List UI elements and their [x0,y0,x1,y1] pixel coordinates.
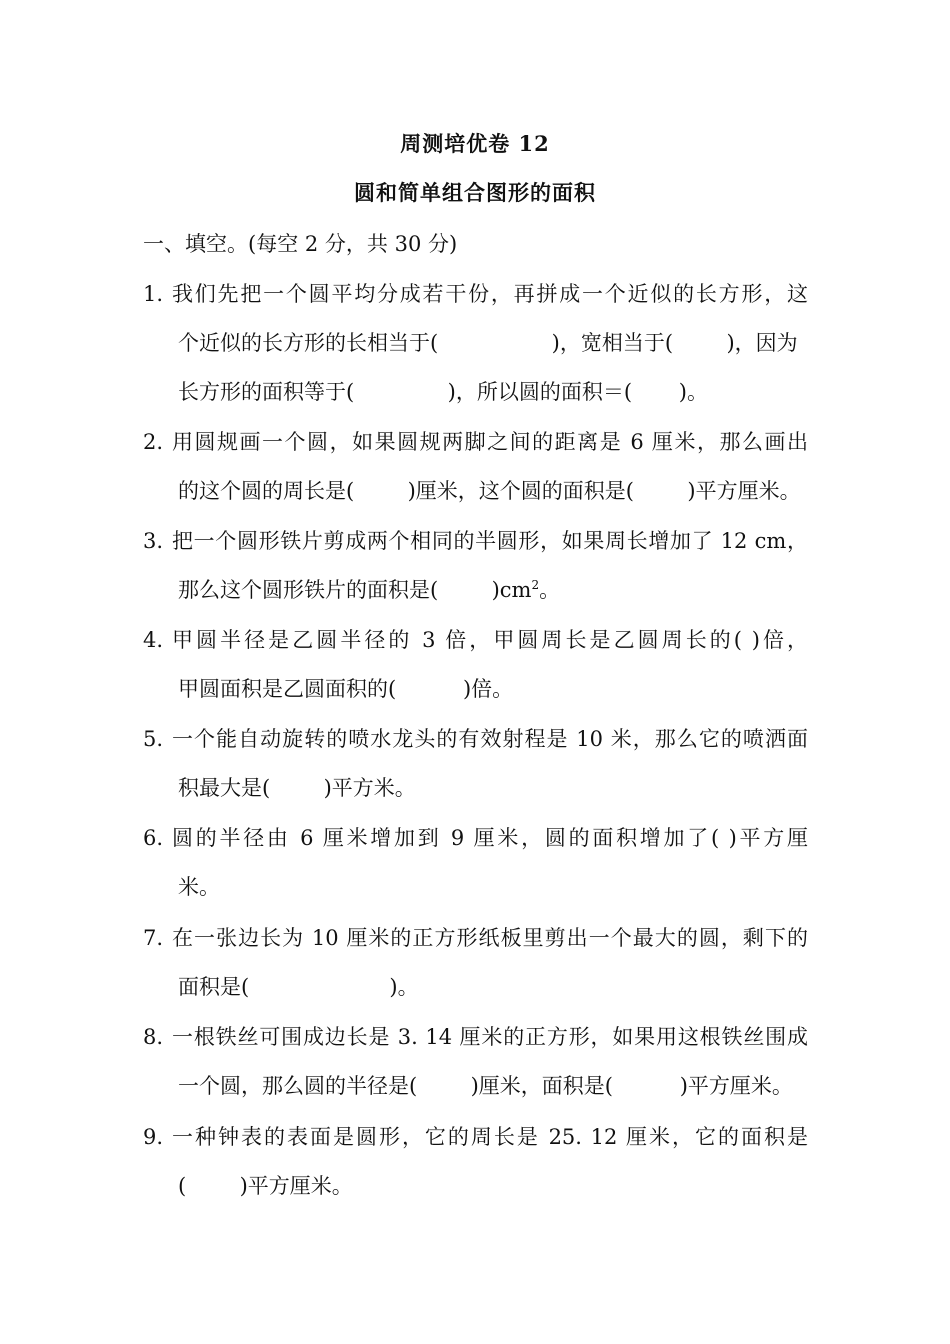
question-7-line-2: 面积是( )。 [178,975,419,999]
question-4-line-2: 甲圆面积是乙圆面积的( )倍。 [178,677,514,701]
question-number: 8. [143,1025,164,1049]
question-2-line-2: 的这个圆的周长是( )厘米，这个圆的面积是( )平方厘米。 [178,479,801,503]
section-heading: 一、填空。(每空 2 分，共 30 分) [143,232,458,256]
question-3-line-2-text: 那么这个圆形铁片的面积是( )cm [178,578,532,602]
question-6-line-1: 圆的半径由 6 厘米增加到 9 厘米，圆的面积增加了( )平方厘 [172,826,808,850]
question-5-line-2: 积最大是( )平方米。 [178,776,416,800]
question-3-line-2 [178,576,560,604]
question-number: 4. [143,628,164,652]
question-3-line-2-tail: 。 [539,578,561,602]
question-number: 9. [143,1125,164,1149]
question-number: 2. [143,430,164,454]
question-number: 7. [143,926,164,950]
question-9-line-2: ( )平方厘米。 [178,1174,353,1198]
superscript-2: 2 [531,578,540,592]
question-8-line-2: 一个圆，那么圆的半径是( )厘米，面积是( )平方厘米。 [178,1074,793,1098]
question-3-line-1: 把一个圆形铁片剪成两个相同的半圆形，如果周长增加了 12 cm， [172,529,808,553]
question-2-line-1: 用圆规画一个圆，如果圆规两脚之间的距离是 6 厘米，那么画出 [172,430,808,454]
page-title: 周测培优卷 12 [400,131,550,156]
question-number: 5. [143,727,164,751]
question-7-line-1: 在一张边长为 10 厘米的正方形纸板里剪出一个最大的圆，剩下的 [172,926,808,950]
question-4-line-1: 甲圆半径是乙圆半径的 3 倍，甲圆周长是乙圆周长的( )倍， [172,628,808,652]
question-1-line-3: 长方形的面积等于( )，所以圆的面积＝( )。 [178,380,708,404]
question-1-line-1: 我们先把一个圆平均分成若干份，再拼成一个近似的长方形，这 [172,282,808,306]
question-5-line-1: 一个能自动旋转的喷水龙头的有效射程是 10 米，那么它的喷洒面 [172,727,808,751]
question-1-line-2: 个近似的长方形的长相当于( )，宽相当于( )，因为 [178,331,798,355]
question-8-line-1: 一根铁丝可围成边长是 3. 14 厘米的正方形，如果用这根铁丝围成 [172,1025,808,1049]
question-9-line-1: 一种钟表的表面是圆形，它的周长是 25. 12 厘米，它的面积是 [172,1125,808,1149]
question-number: 1. [143,282,164,306]
question-6-line-2: 米。 [178,875,220,899]
question-number: 6. [143,826,164,850]
question-number: 3. [143,529,164,553]
page-subtitle: 圆和简单组合图形的面积 [354,180,596,205]
